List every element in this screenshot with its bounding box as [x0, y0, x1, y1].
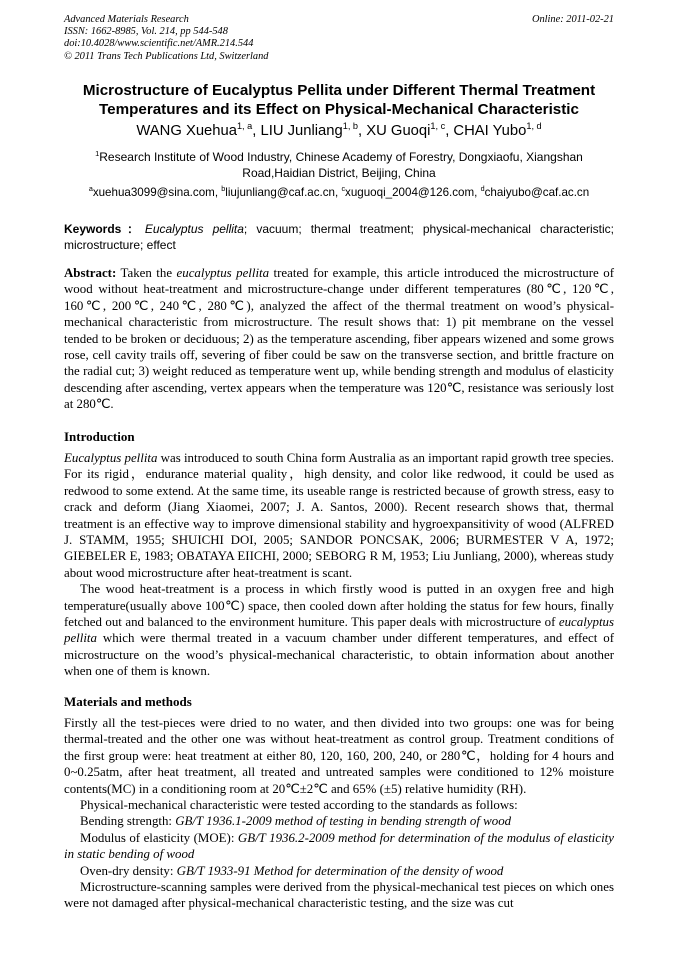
email-marker: a [88, 184, 93, 194]
intro-text: which were thermal treated in a vacuum chamber under different temperatures, and effect of microstructure on the wood’s physical-mechanical characteristic, to obtain information about another when one of them is known. [64, 631, 614, 679]
email-address: liujunliang@caf.ac.cn [225, 186, 335, 199]
journal-issn: ISSN: 1662-8985, Vol. 214, pp 544-548 [64, 26, 228, 38]
standard-item [64, 830, 614, 863]
email-address: chaiyubo@caf.ac.cn [484, 186, 590, 199]
author-affiliation-marker: 1, d [526, 121, 542, 132]
methods-heading: Materials and methods [64, 694, 192, 709]
introduction-paragraph [64, 450, 614, 581]
abstract-species: eucalyptus pellita [176, 266, 270, 280]
journal-name: Advanced Materials Research [64, 14, 189, 25]
abstract-label: Abstract: [64, 266, 117, 280]
intro-species: Eucalyptus pellita [64, 451, 158, 465]
intro-text: was introduced to south China form Australia as an important rapid growth tree species. For its rigid，endurance material quality，high density, and color like redwood, it could be used as redwood to some extend. At the same time, its useable range is restricted because of growth stress, easy to crack and deform (Jiang Xiaomei, 2007; J. A. Santos, 2000). Recent research shows that, thermal treatment is an effective way to improve dimensional stability and hygroexpansitivity of wood (ALFRED J. STAMM, 1955; SHUICHI DOI, 2005; SANDOR PONCSAK, 2006; BURMESTER V A, 1972; GIEBELER E, 1983; OBATAYA EIICHI, 2000; SEBORG R M, 1953; Liu Junliang, 2000), whereas study about wood microstructure after heat-treatment is scant. [64, 451, 614, 580]
introduction-section [64, 450, 614, 680]
abstract [64, 265, 614, 413]
author-list: WANG Xuehua$^{1, a}$, LIU Junliang$^{1, b}$, XU Guoqi$^{1, c}$, CHAI Yubo$^{1, d}$ [136, 121, 542, 139]
standard-item [64, 863, 614, 879]
title-line-2: Temperatures and its Effect on Physical-Mechanical Characteristic [99, 101, 579, 118]
keywords-list: ; vacuum; thermal treatment; physical-mechanical characteristic; microstructure; effect [64, 222, 614, 252]
standard-reference: GB/T 1936.1-2009 method of testing in bending strength of wood [175, 814, 512, 829]
affiliation-text: Research Institute of Wood Industry, Chinese Academy of Forestry, Dongxiaofu, Xiangshan Road,Haidian District, Beijing, China [99, 150, 583, 180]
standard-item [64, 813, 614, 829]
methods-section [64, 715, 614, 912]
methods-paragraph: Physical-mechanical characteristic were tested according to the standards as follows: [80, 798, 518, 813]
email-marker: d [480, 184, 485, 194]
title-line-1: Microstructure of Eucalyptus Pellita under Different Thermal Treatment [82, 82, 596, 99]
author-name: WANG Xuehua [136, 123, 237, 139]
affiliation-marker: 1 [95, 149, 100, 158]
email-marker: c [341, 184, 346, 194]
author-name: LIU Junliang [260, 123, 343, 139]
keywords-label: Keywords： [64, 222, 145, 236]
introduction-heading: Introduction [64, 429, 135, 444]
standard-reference: GB/T 1936.2-2009 method for determination of the modulus of elasticity in static bending of wood [64, 830, 614, 862]
email-address: xuehua3099@sina.com [92, 186, 215, 199]
methods-paragraph: Microstructure-scanning samples were derived from the physical-mechanical test pieces on which ones were not damaged after physical-mechanical characteristic testing, and the size was cut [64, 880, 614, 911]
affiliation [64, 149, 614, 181]
author-affiliation-marker: 1, c [430, 121, 446, 132]
standard-label: Bending strength: [80, 814, 176, 829]
author-name: CHAI Yubo [453, 123, 527, 139]
standard-label: Modulus of elasticity (MOE): [80, 830, 238, 845]
keyword-species: Eucalyptus pellita [144, 222, 244, 236]
author-emails: $^a$xuehua3099@sina.com, $^b$liujunliang@caf.ac.cn, $^c$xuguoqi_2004@126.com, $^d$chaiyubo@caf.ac.cn [88, 184, 590, 199]
journal-header [64, 14, 444, 63]
paper-title [50, 81, 628, 119]
methods-paragraph: Firstly all the test-pieces were dried to no water, and then divided into two groups: one was for being thermal-treated and the other one was without heat-treatment as control group. Treatment conditions of the first group were: heat treatment at either 80, 120, 160, 200, 240, or 280℃，holding for 4 hours and 0~0.25atm, after heat treatment, all treated and untreated samples were conditioned to 12% moisture contents(MC) in a conditioning room at 20℃±2℃ and 65% (±5) relative humidity (RH). [64, 716, 614, 796]
online-date: Online: 2011-02-21 [531, 14, 614, 25]
email-marker: b [221, 184, 226, 194]
author-affiliation-marker: 1, a [236, 121, 253, 132]
journal-copyright: © 2011 Trans Tech Publications Ltd, Switzerland [64, 50, 269, 62]
abstract-pre: Taken the [116, 266, 177, 280]
intro-text: The wood heat-treatment is a process in which firstly wood is putted in an oxygen free and high temperature(usually above 100℃) space, then cooled down after holding the status for few hours, finally fetched out and balanced to the environment humiture. This paper deals with microstructure of [64, 582, 614, 630]
introduction-paragraph [64, 581, 614, 679]
journal-doi: doi:10.4028/www.scientific.net/AMR.214.544 [64, 38, 254, 50]
author-name: XU Guoqi [366, 123, 431, 139]
keywords [64, 221, 614, 253]
intro-species: eucalyptus pellita [64, 615, 614, 646]
standard-label: Oven-dry density: [80, 863, 177, 878]
author-affiliation-marker: 1, b [342, 121, 359, 132]
abstract-text: treated for example, this article introduced the microstructure of wood without heat-treatment and microstructure-change under different temperatures (80℃, 120℃, 160℃, 200℃, 240℃, 280℃), analyzed the affect of the thermal treatment on wood’s physical-mechanical characteristic from microstructure. The result shows that: 1) pit membrane on the vessel tended to be broken or deciduous; 2) as the temperature ascending, fiber appears wizened and some grows rose, cell cavity trails off, severing of fiber could be saw on the transverse section, and brittle fracture on the radial cut; 3) weight reduced as temperature went up, while bending strength and modulus of elasticity descending after ascending, vertex appears when the temperature was 120℃, resistance was seriously lost at 280℃. [64, 266, 614, 412]
email-address: xuguoqi_2004@126.com [345, 186, 475, 199]
standard-reference: GB/T 1933-91 Method for determination of the density of wood [176, 863, 504, 878]
